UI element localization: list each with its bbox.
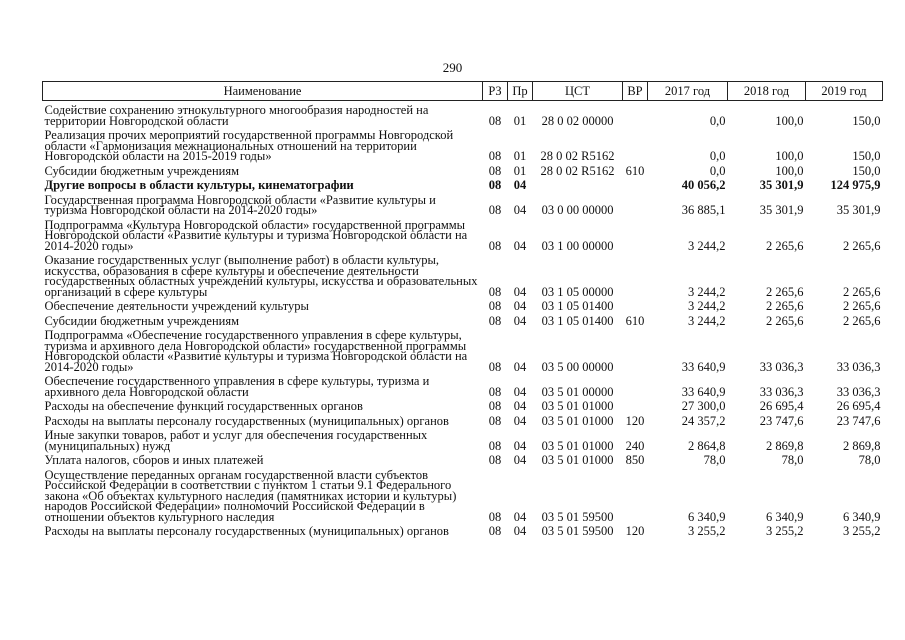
row-2019: 150,0 (852, 113, 881, 128)
row-cst: 28 0 02 R5162 (540, 163, 615, 178)
row-cst: 03 5 01 01000 (541, 453, 614, 467)
row-2017: 0,0 (709, 163, 726, 178)
page-number: 290 (442, 60, 463, 75)
row-pr: 04 (513, 299, 527, 313)
row-cst: 03 1 05 00000 (541, 284, 614, 299)
table-row (43, 326, 883, 372)
row-name: Уплата налогов, сборов и иных платежей (44, 453, 264, 467)
row-2019: 33 036,3 (836, 359, 881, 374)
row-pr: 01 (513, 163, 527, 178)
header-pr: Пр (508, 82, 533, 101)
row-cst: 03 1 05 01400 (541, 313, 614, 328)
row-2017: 3 244,2 (688, 313, 726, 328)
row-name: Обеспечение деятельности учреждений культуры (44, 299, 309, 313)
row-vr: 240 (625, 438, 645, 453)
row-cst: 03 0 00 00000 (541, 203, 614, 217)
row-name: Субсидии бюджетным учреждениям (44, 313, 240, 328)
row-2018: 26 695,4 (759, 399, 804, 413)
row-rz: 08 (488, 438, 502, 453)
row-name: Иные закупки товаров, работ и услуг для обеспечения государственных (муниципальных) нужд (44, 428, 428, 453)
row-cst: 03 5 01 01000 (541, 438, 614, 453)
row-2017: 3 244,2 (688, 238, 726, 253)
row-pr: 04 (513, 438, 527, 453)
row-pr: 04 (513, 524, 527, 538)
row-name: Обеспечение государственного управления в сфере культуры, туризма и архивного дела Новгородской области (44, 374, 430, 399)
row-cst: 03 1 05 01400 (541, 299, 614, 313)
row-rz: 08 (488, 524, 502, 538)
header-2018: 2018 год (728, 82, 806, 101)
table-row (43, 412, 883, 427)
table-row (43, 191, 883, 216)
table-row (43, 297, 883, 312)
row-rz: 08 (488, 149, 502, 163)
row-vr (623, 397, 648, 412)
header-cst: ЦСТ (533, 82, 623, 101)
row-2018: 35 301,9 (759, 203, 804, 217)
row-rz: 08 (488, 163, 502, 178)
row-pr: 04 (513, 453, 527, 467)
table-row (43, 426, 883, 451)
row-rz: 08 (488, 203, 502, 217)
row-cst: 03 5 01 59500 (541, 509, 614, 524)
row-rz: 08 (488, 399, 502, 413)
row-pr: 04 (513, 203, 527, 217)
table-row (43, 162, 883, 177)
row-2018: 2 265,6 (766, 299, 804, 313)
row-2017: 3 255,2 (688, 524, 726, 538)
row-pr: 04 (513, 313, 527, 328)
row-name: Расходы на обеспечение функций государственных органов (44, 399, 363, 413)
row-2018: 2 869,8 (766, 438, 804, 453)
row-2017: 0,0 (709, 149, 726, 163)
row-2018: 35 301,9 (759, 178, 804, 192)
row-cst: 28 0 02 00000 (541, 113, 614, 128)
row-2018: 33 036,3 (759, 359, 804, 374)
row-2017: 33 640,9 (681, 359, 726, 374)
row-2017: 40 056,2 (681, 178, 726, 192)
row-rz: 08 (488, 509, 502, 524)
row-2019: 33 036,3 (836, 384, 881, 399)
row-2017: 36 885,1 (681, 203, 726, 217)
table-row (43, 126, 883, 162)
table-row (43, 466, 883, 523)
row-2019: 35 301,9 (836, 203, 881, 217)
row-pr: 04 (513, 178, 527, 192)
row-2017: 78,0 (703, 453, 726, 467)
header-name: Наименование (43, 82, 483, 101)
row-name: Содействие сохранению этнокультурного многообразия народностей на территории Новгородской области (44, 103, 429, 128)
row-2018: 2 265,6 (766, 284, 804, 299)
row-rz: 08 (488, 359, 502, 374)
row-vr (623, 126, 648, 162)
header-2019: 2019 год (806, 82, 883, 101)
row-vr: 120 (625, 413, 645, 428)
row-rz: 08 (488, 284, 502, 299)
row-2017: 24 357,2 (681, 413, 726, 428)
row-2019: 2 265,6 (843, 299, 881, 313)
row-2018: 100,0 (775, 149, 804, 163)
table-row (43, 312, 883, 327)
row-2019: 2 265,6 (843, 238, 881, 253)
row-2018: 2 265,6 (766, 238, 804, 253)
table-row (43, 101, 883, 127)
row-2017: 3 244,2 (688, 284, 726, 299)
row-2018: 100,0 (775, 113, 804, 128)
row-2018: 6 340,9 (766, 509, 804, 524)
row-vr: 120 (625, 524, 645, 538)
row-rz: 08 (488, 178, 502, 192)
table-row (43, 372, 883, 397)
row-pr: 04 (513, 413, 527, 428)
row-2019: 124 975,9 (830, 178, 881, 192)
table-header-row (43, 82, 883, 101)
row-vr (623, 372, 648, 397)
row-2017: 6 340,9 (688, 509, 726, 524)
header-2017: 2017 год (648, 82, 728, 101)
row-name: Оказание государственных услуг (выполнение работ) в области культуры, искусства, образования в сфере культуры и обеспечение деятельности государственных областных учреждений культуры, искусства и образовательных организаций в сфере культуры (44, 253, 478, 299)
row-vr: 850 (625, 453, 645, 467)
table-row (43, 522, 883, 537)
row-cst: 03 1 00 00000 (541, 238, 614, 253)
row-2018: 100,0 (775, 163, 804, 178)
row-pr: 04 (513, 384, 527, 399)
row-rz: 08 (488, 413, 502, 428)
row-cst: 03 5 00 00000 (541, 359, 614, 374)
table-body (43, 101, 883, 537)
row-2019: 2 265,6 (843, 284, 881, 299)
row-name: Государственная программа Новгородской области «Развитие культуры и туризма Новгородской области на 2014-2020 годы» (44, 192, 436, 217)
row-name: Другие вопросы в области культуры, кинематографии (44, 178, 354, 192)
row-cst: 03 5 01 01000 (541, 413, 614, 428)
row-vr (623, 216, 648, 252)
row-name: Подпрограмма «Обеспечение государственного управления в сфере культуры, туризма и архивного дела Новгородской области» государственной программы Новгородской области «Развитие культуры и туризма Новгородской области на 2014-2020 годы» (44, 328, 468, 374)
row-2019: 78,0 (858, 453, 881, 467)
row-2019: 26 695,4 (836, 399, 881, 413)
row-name: Расходы на выплаты персоналу государственных (муниципальных) органов (44, 524, 449, 538)
row-cst: 28 0 02 R5162 (540, 149, 615, 163)
row-pr: 04 (513, 238, 527, 253)
row-cst (533, 176, 623, 191)
table-row (43, 176, 883, 191)
row-pr: 04 (513, 509, 527, 524)
row-2018: 78,0 (781, 453, 804, 467)
row-name: Осуществление переданных органам государственной власти субъектов Российской Федерации в соответствии с пунктом 1 статьи 9.1 Федерального закона «Об объектах культурного наследия (памятниках истории и культуры) народов Российской Федерации» полномочий Российской Федерации в отношении объектов культурного наследия (44, 467, 457, 524)
row-vr: 610 (625, 163, 645, 178)
budget-table (42, 81, 883, 537)
header-vr: ВР (623, 82, 648, 101)
row-2017: 27 300,0 (681, 399, 726, 413)
row-2017: 0,0 (709, 113, 726, 128)
row-2019: 3 255,2 (843, 524, 881, 538)
table-row (43, 397, 883, 412)
row-vr (623, 326, 648, 372)
row-2018: 23 747,6 (759, 413, 804, 428)
row-2017: 3 244,2 (688, 299, 726, 313)
row-pr: 04 (513, 359, 527, 374)
row-2019: 6 340,9 (843, 509, 881, 524)
row-vr (623, 251, 648, 297)
table-row (43, 216, 883, 252)
row-rz: 08 (488, 313, 502, 328)
row-name: Подпрограмма «Культура Новгородской области» государственной программы Новгородской области «Развитие культуры и туризма Новгородской области на 2014-2020 годы» (44, 217, 468, 253)
row-cst: 03 5 01 00000 (541, 384, 614, 399)
row-vr (623, 191, 648, 216)
row-rz: 08 (488, 299, 502, 313)
row-2019: 23 747,6 (836, 413, 881, 428)
row-pr: 04 (513, 399, 527, 413)
header-rz: РЗ (483, 82, 508, 101)
row-2018: 2 265,6 (766, 313, 804, 328)
row-vr (623, 297, 648, 312)
row-name: Субсидии бюджетным учреждениям (44, 163, 240, 178)
row-name: Реализация прочих мероприятий государственной программы Новгородской области «Гармонизация межнациональных отношений на территории Новгородской области на 2015-2019 годы» (44, 128, 454, 163)
row-pr: 01 (513, 149, 527, 163)
row-2019: 2 265,6 (843, 313, 881, 328)
row-2018: 3 255,2 (766, 524, 804, 538)
row-rz: 08 (488, 384, 502, 399)
row-2018: 33 036,3 (759, 384, 804, 399)
row-name: Расходы на выплаты персоналу государственных (муниципальных) органов (44, 413, 449, 428)
row-2019: 150,0 (852, 149, 881, 163)
row-pr: 01 (513, 113, 527, 128)
row-pr: 04 (513, 284, 527, 299)
row-vr (623, 466, 648, 523)
row-2019: 150,0 (852, 163, 881, 178)
row-2017: 33 640,9 (681, 384, 726, 399)
row-rz: 08 (488, 453, 502, 467)
table-row (43, 251, 883, 297)
row-2017: 2 864,8 (688, 438, 726, 453)
table-row (43, 451, 883, 466)
row-vr (623, 101, 648, 127)
row-cst: 03 5 01 59500 (541, 524, 614, 538)
row-cst: 03 5 01 01000 (541, 399, 614, 413)
row-vr: 610 (625, 313, 645, 328)
row-vr (623, 176, 648, 191)
row-2019: 2 869,8 (843, 438, 881, 453)
row-rz: 08 (488, 113, 502, 128)
row-rz: 08 (488, 238, 502, 253)
